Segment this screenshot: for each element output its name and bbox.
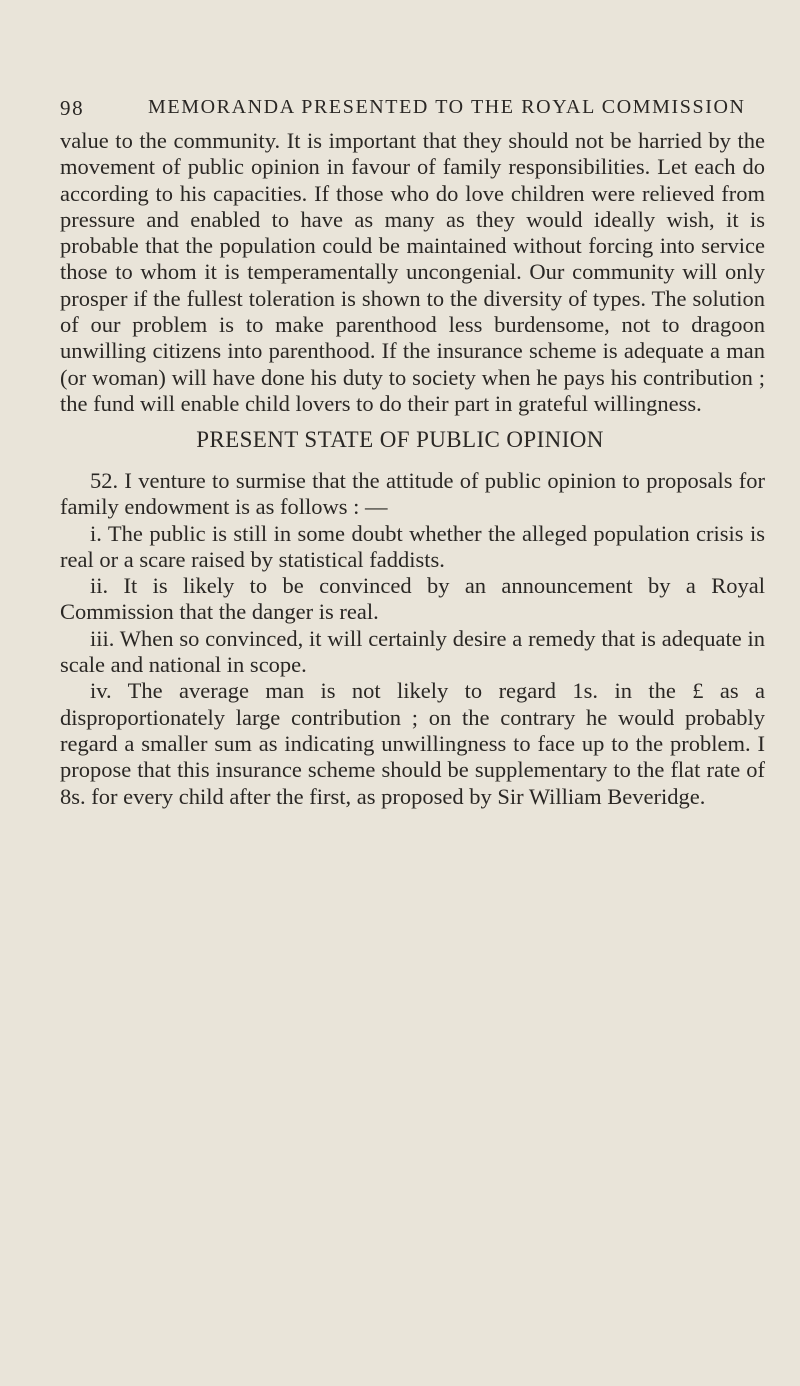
list-item-ii: ii. It is likely to be convinced by an announcement by a Royal Commission that the danger is real. — [60, 573, 765, 625]
body-text-top — [60, 128, 765, 417]
list-item-i: i. The public is still in some doubt whether the alleged population crisis is real or a scare raised by statistical faddists. — [60, 520, 765, 572]
list-item-iv: iv. The average man is not likely to regard 1s. in the £ as a disproportionately large contribution ; on the contrary he would probably regard a smaller sum as indicating unwillingness to face up to the problem. I propose that this insurance scheme should be supplementary to the flat rate of 8s. for every child after the first, as proposed by Sir William Beveridge. — [60, 678, 765, 809]
list-item-iii: iii. When so convinced, it will certainly desire a remedy that is adequate in scale and national in scope. — [60, 625, 765, 678]
section-heading: PRESENT STATE OF PUBLIC OPINION — [196, 427, 604, 452]
opening-paragraph: value to the community. It is important that they should not be harried by the movement of public opinion in favour of family responsibilities. Let each do according to his capacities. If those who do love children were relieved from pressure and enabled to have as many as they would ideally wish, it is probable that the population could be maintained without forcing into service those to whom it is temperamentally uncongenial. Our community will only prosper if the fullest toleration is shown to the diversity of types. The solution of our problem is to make parenthood less burdensome, not to dragoon unwilling citizens into parenthood. If the insurance scheme is adequate a man (or woman) will have done his duty to society when he pays his contribution ; the fund will enable child lovers to do their part in grateful willingness. — [60, 128, 765, 416]
page-number: 98 — [60, 96, 85, 120]
paragraph-52: 52. I venture to surmise that the attitude of public opinion to proposals for family endowment is as follows : — — [60, 468, 765, 520]
body-text-section — [60, 468, 765, 810]
running-title: MEMORANDA PRESENTED TO THE ROYAL COMMISSION — [148, 96, 746, 118]
